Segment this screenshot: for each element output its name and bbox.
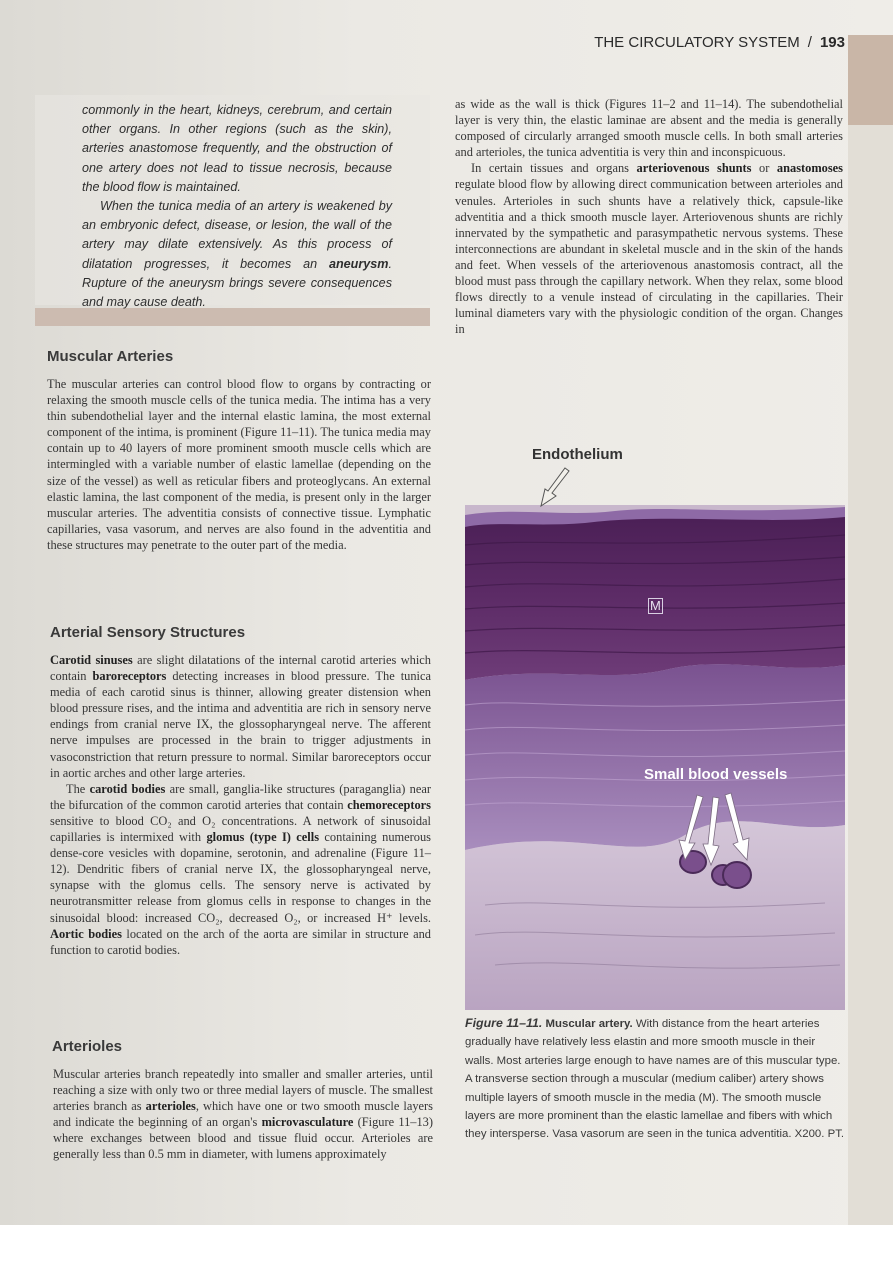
tunica-media <box>465 511 845 680</box>
term: anastomoses <box>776 161 843 176</box>
clinical-text: . Rupture of the aneurysm brings severe consequences and may cause death. <box>82 256 392 310</box>
term: arteriovenous shunts <box>636 161 752 176</box>
label-media: M <box>650 598 661 613</box>
sensory-paragraph-1 <box>50 652 431 781</box>
label-endothelium: Endothelium <box>532 446 623 463</box>
term: Aortic bodies <box>50 926 122 941</box>
text: are slight dilatations of the internal carotid arteries which contain <box>50 653 431 684</box>
figure-caption <box>465 1014 845 1144</box>
micrograph-image <box>465 505 845 1010</box>
scan-margin <box>0 1225 893 1263</box>
term: Carotid sinuses <box>50 653 133 667</box>
section-heading-muscular-arteries: Muscular Arteries <box>47 348 174 365</box>
term: microvasculature <box>261 1115 354 1130</box>
text: containing numerous dense-core vesicles with dopamine, serotonin, and adrenaline (Figure 11–12). Dendritic fibers of cranial nerve IX, the glossopharyngeal nerve, synapse with the glomus cells. The sensory nerve is activated by neurotransmitter release from glomus cells in response to changes in the sinusoidal blood: increased CO₂, decreased O₂, or increased H⁺ levels. <box>50 830 431 925</box>
text: , which have one or two smooth muscle layers and indicate the beginning of an organ's <box>53 1099 433 1130</box>
text: regulate blood flow by allowing direct communication between arterioles and venules. Arterioles in such shunts have a relatively thick, capsule-like adventitia and a thick smooth muscle layer. Arteriovenous shunts are richly innervated by the sympathetic and parasympathetic nervous systems. These interconnections are abundant in skeletal muscle and in the skin of the hands and feet. When vessels of the arteriovenous anastomosis contract, all the blood must pass through the capillary network. When they relax, some blood flows directly to a venule instead of circulating in the capillaries. Their luminal diameters vary with the physiologic condition of the organ. Changes in <box>455 177 843 337</box>
text: The <box>66 781 90 796</box>
caption-text: With distance from the heart arteries gradually have relatively less elastin and more smooth muscle in their walls. Most arteries large enough to have names are of this muscular type. A transverse section through a muscular (medium caliber) artery shows multiple layers of smooth muscle in the media (M). The smooth muscle layers are more prominent than the elastic lamellae and fibers with which they intersperse. Vasa vasorum are seen in the tunica adventitia. X200. PT. <box>465 1018 845 1141</box>
term: arterioles <box>145 1099 196 1114</box>
muscular-arteries-text <box>47 376 431 553</box>
arterioles-text <box>53 1066 433 1163</box>
arterioles-paragraph <box>53 1066 433 1163</box>
endothelium-arrow-icon <box>535 466 575 510</box>
text: (Figure 11–13) where exchanges between blood and tissue fluid occur. Arterioles are generally less than 0.5 mm in diameter, with lumens approximately <box>53 1115 433 1162</box>
term: carotid bodies <box>89 781 166 796</box>
section-heading-arterioles: Arterioles <box>52 1038 123 1055</box>
text: detecting increases in blood pressure. The tunica media of each carotid sinus is thinner, allowing greater distension when blood pressure rises, and the intima and adventitia are rich in sensory nerve endings from cranial nerve IX, the glossopharyngeal nerve. The afferent nerve impulses are processed in the brain to trigger adjustments in vasoconstriction that return pressure to normal. Similar baroreceptors occur in aortic arches and other large arteries. <box>50 669 432 780</box>
running-head-separator: / <box>807 34 812 51</box>
chapter-edge-tab <box>848 35 893 125</box>
caption-paragraph <box>465 1014 845 1144</box>
right-paragraph-1: as wide as the wall is thick (Figures 11–2 and 11–14). The subendothelial layer is very thin, the elastic laminae are absent and the media is generally composed of circularly arranged smooth muscle cells. In both small arteries and arterioles, the tunica adventitia is very thin and inconspicuous. <box>455 97 843 160</box>
section-heading-sensory: Arterial Sensory Structures <box>50 624 246 641</box>
page-edge-shadow <box>848 125 893 1225</box>
muscular-arteries-paragraph: The muscular arteries can control blood flow to organs by contracting or relaxing the smooth muscle cells of the tunica media. The intima has a very thin subendothelial layer and the internal elastic lamina, the most external component of the intima, is prominent (Figure 11–11). The tunica media may contain up to 40 layers of more prominent smooth muscle cells which are intermingled with a variable number of elastic lamellae (depending on the size of the vessel) as well as reticular fibers and proteoglycans. An external elastic lamina, the last component of the media, is present only in the larger muscular arteries. The adventitia consists of connective tissue. Lymphatic capillaries, vasa vasorum, and nerves are also found in the adventitia and these structures may penetrate to the outer part of the media. <box>47 377 431 552</box>
sensory-paragraph-2 <box>50 781 431 958</box>
page-number: 193 <box>819 34 845 51</box>
running-head <box>560 34 845 51</box>
caption-title: Muscular artery. <box>545 1018 633 1030</box>
blood-vessel <box>723 862 751 888</box>
right-paragraph-2 <box>455 160 843 337</box>
clinical-term: aneurysm <box>328 256 389 271</box>
term: glomus (type I) cells <box>206 830 320 845</box>
micrograph <box>465 505 845 1010</box>
running-head-title: THE CIRCULATORY SYSTEM <box>594 34 800 51</box>
text: are small, ganglia-like structures (paraganglia) near the bifurcation of the common carotid arteries that contain <box>50 781 431 812</box>
text: or <box>751 161 777 176</box>
clinical-note <box>82 101 392 312</box>
term: baroreceptors <box>92 669 167 684</box>
clinical-text: When the tunica media of an artery is weakened by an embryonic defect, disease, or lesion, the wall of the artery may dilate extensively. As this process of dilatation progresses, it becomes an <box>82 199 392 271</box>
tunica-adventitia <box>465 821 845 1010</box>
caption-figure-number: Figure 11–11. <box>465 1016 543 1030</box>
clinical-paragraph-2 <box>82 197 392 312</box>
sensory-text <box>50 652 431 958</box>
muscle-layer <box>465 664 845 850</box>
text: located on the arch of the aorta are similar in structure and function to carotid bodies. <box>50 926 431 957</box>
text: In certain tissues and organs <box>471 161 637 176</box>
clinical-paragraph-1: commonly in the heart, kidneys, cerebrum, and certain other organs. In other regions (such as the skin), arteries anastomose frequently, and the obstruction of one artery does not lead to tissue necrosis, because the blood flow is maintained. <box>82 103 392 194</box>
text: sensitive to blood CO₂ and O₂ concentrations. A network of sinusoidal capillaries is intermixed with <box>50 813 431 845</box>
term: chemoreceptors <box>347 797 431 812</box>
right-column-text <box>455 96 843 337</box>
label-small-blood-vessels: Small blood vessels <box>644 766 788 783</box>
text: Muscular arteries branch repeatedly into smaller and smaller arteries, until reaching a size with only two or three medial layers of muscle. The smallest arteries branch as <box>53 1067 433 1114</box>
